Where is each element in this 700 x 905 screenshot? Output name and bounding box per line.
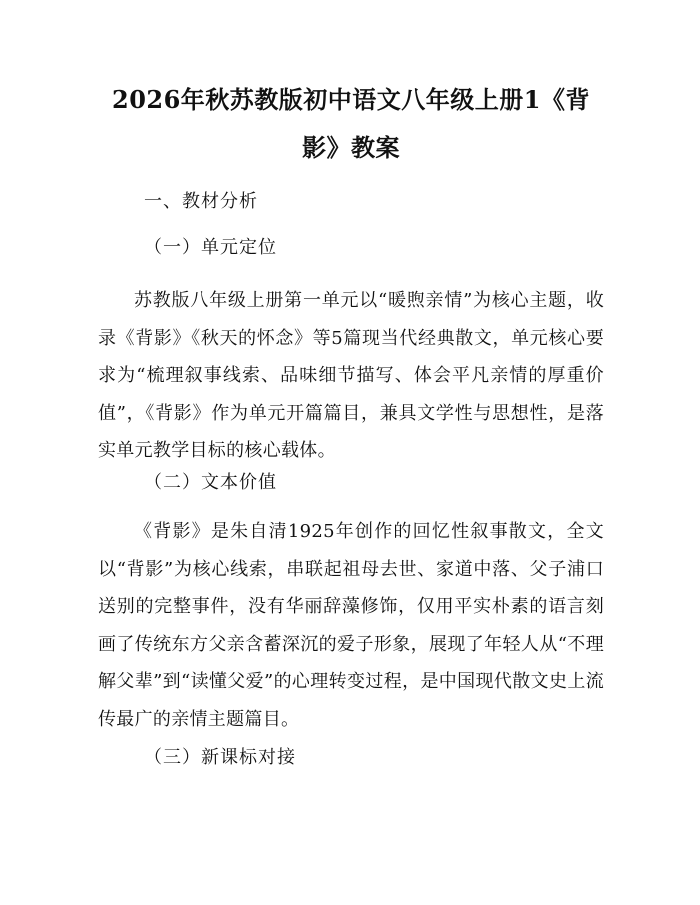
subsection-heading-text-value: （二）文本价值	[144, 472, 277, 493]
section-heading-textbook-analysis: 一、教材分析	[144, 191, 258, 212]
paragraph-unit-position: 苏教版八年级上册第一单元以“暖煦亲情”为核心主题，收录《背影》《秋天的怀念》等5篇现当代经典散文，单元核心要求为“梳理叙事线索、品味细节描写、体会平凡亲情的厚重价值”，《背影》作为单元开篇篇目，兼具文学性与思想性，是落实单元教学目标的核心载体。	[98, 290, 604, 462]
document-title-line-1: 2026年秋苏教版初中语文八年级上册1《背	[112, 85, 590, 114]
subsection-heading-unit-position: （一）单元定位	[144, 237, 277, 258]
document-title-line-2: 影》教案	[302, 133, 400, 162]
paragraph-text-value: 《背影》是朱自清1925年创作的回忆性叙事散文，全文以“背影”为核心线索，串联起祖母去世、家道中落、父子浦口送别的完整事件，没有华丽辞藻修饰，仅用平实朴素的语言刻画了传统东方父亲含蓄深沉的爱子形象，展现了年轻人从“不理解父辈”到“读懂父爱”的心理转变过程，是中国现代散文史上流传最广的亲情主题篇目。	[98, 521, 604, 730]
subsection-heading-new-curriculum: （三）新课标对接	[144, 747, 296, 768]
